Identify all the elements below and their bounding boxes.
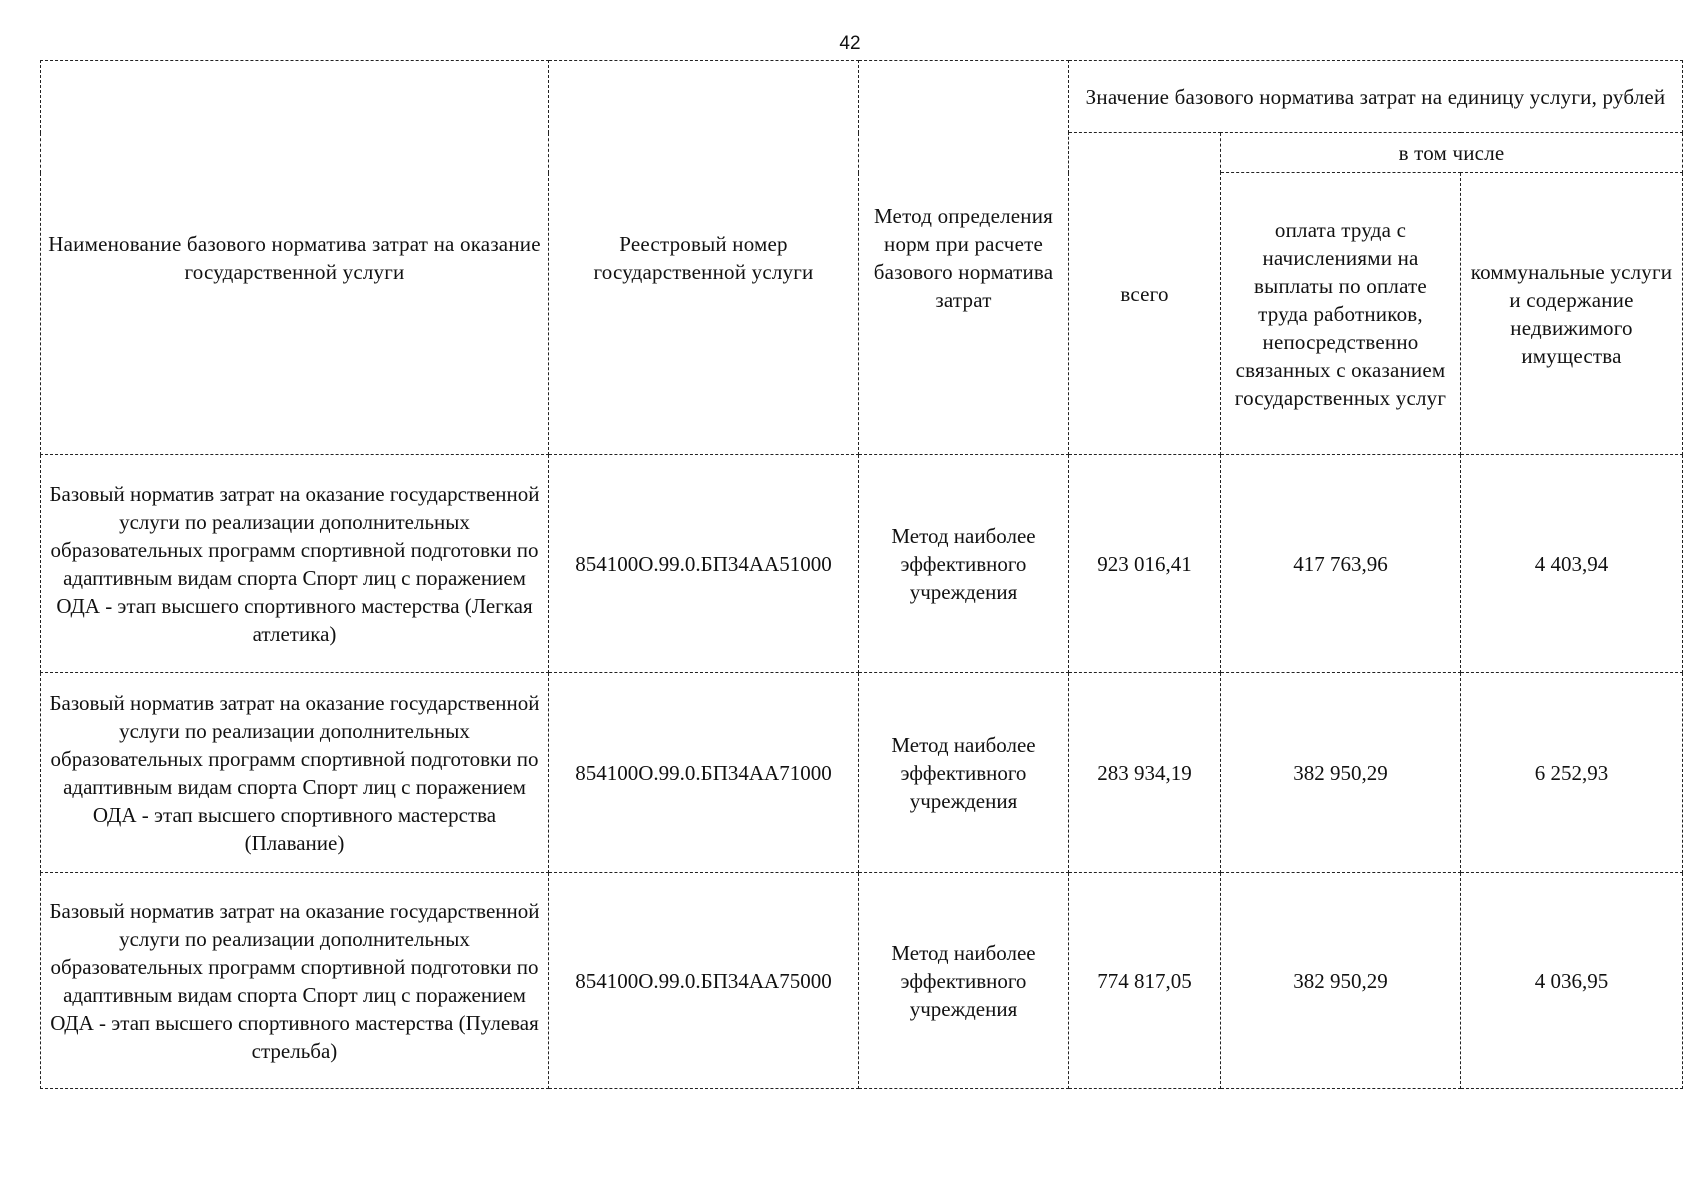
row-utilities-cell: 4 403,94 (1461, 455, 1683, 673)
row-method-cell: Метод наиболее эффективного учреждения (859, 673, 1069, 873)
row-total-cell: 774 817,05 (1069, 873, 1221, 1089)
header-name-cell: Наименование базового норматива затрат на оказание государственной услуги (41, 61, 549, 455)
row-method-cell: Метод наиболее эффективного учреждения (859, 455, 1069, 673)
row-labor-cell: 382 950,29 (1221, 673, 1461, 873)
header-value-group-cell: Значение базового норматива затрат на единицу услуги, рублей (1069, 61, 1683, 133)
row-name-cell: Базовый норматив затрат на оказание государственной услуги по реализации дополнительных образовательных программ спортивной подготовки по адаптивным видам спорта Спорт лиц с поражением ОДА - этап высшего спортивного мастерства (Пулевая стрельба) (41, 873, 549, 1089)
row-method-cell: Метод наиболее эффективного учреждения (859, 873, 1069, 1089)
row-total-cell: 283 934,19 (1069, 673, 1221, 873)
table-row (41, 455, 1683, 673)
row-utilities-cell: 6 252,93 (1461, 673, 1683, 873)
header-including-cell: в том числе (1221, 133, 1683, 173)
row-name-cell: Базовый норматив затрат на оказание государственной услуги по реализации дополнительных образовательных программ спортивной подготовки по адаптивным видам спорта Спорт лиц с поражением ОДА - этап высшего спортивного мастерства (Легкая атлетика) (41, 455, 549, 673)
table-row (41, 673, 1683, 873)
header-utilities-cell: коммунальные услуги и содержание недвижимого имущества (1461, 173, 1683, 455)
row-name-cell: Базовый норматив затрат на оказание государственной услуги по реализации дополнительных образовательных программ спортивной подготовки по адаптивным видам спорта Спорт лиц с поражением ОДА - этап высшего спортивного мастерства (Плавание) (41, 673, 549, 873)
page-number: 42 (839, 33, 861, 54)
row-registry-cell: 854100О.99.0.БП34АА71000 (549, 673, 859, 873)
row-labor-cell: 382 950,29 (1221, 873, 1461, 1089)
row-labor-cell: 417 763,96 (1221, 455, 1461, 673)
norm-table (40, 60, 1683, 1089)
row-registry-cell: 854100О.99.0.БП34АА75000 (549, 873, 859, 1089)
header-row-1 (41, 61, 1683, 133)
row-registry-cell: 854100О.99.0.БП34АА51000 (549, 455, 859, 673)
table-row (41, 873, 1683, 1089)
header-registry-cell: Реестровый номер государственной услуги (549, 61, 859, 455)
header-labor-cell: оплата труда с начислениями на выплаты по оплате труда работников, непосредственно связанных с оказанием государственных услуг (1221, 173, 1461, 455)
row-total-cell: 923 016,41 (1069, 455, 1221, 673)
header-total-cell: всего (1069, 133, 1221, 455)
header-method-cell: Метод определения норм при расчете базового норматива затрат (859, 61, 1069, 455)
row-utilities-cell: 4 036,95 (1461, 873, 1683, 1089)
